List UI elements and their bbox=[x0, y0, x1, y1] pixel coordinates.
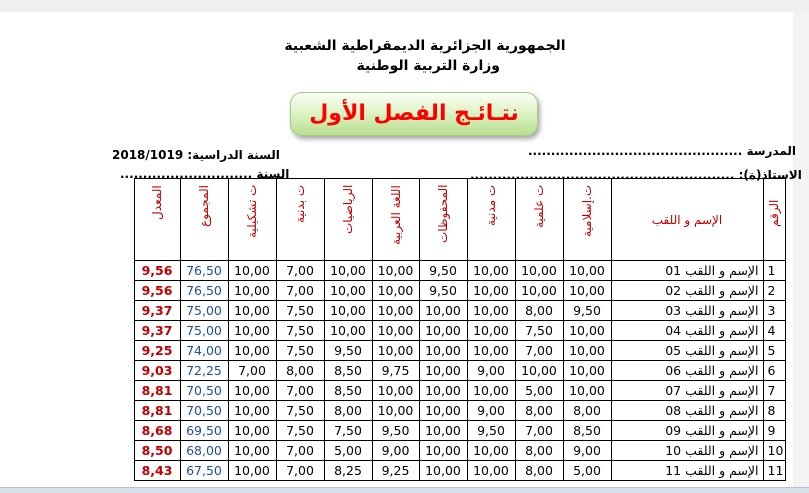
cell-physical[interactable]: 7,50 bbox=[276, 341, 324, 361]
cell-total[interactable]: 70,50 bbox=[180, 401, 228, 421]
cell-recitation[interactable]: 10,00 bbox=[419, 341, 467, 361]
cell-average[interactable]: 8,43 bbox=[134, 461, 180, 481]
col-header-physical: ت بدنية bbox=[276, 179, 324, 261]
cell-art[interactable]: 10,00 bbox=[228, 381, 276, 401]
cell-civic[interactable]: 10,00 bbox=[467, 341, 515, 361]
cell-rank[interactable]: 10 bbox=[763, 441, 785, 461]
cell-math[interactable]: 10,00 bbox=[324, 301, 372, 321]
cell-name[interactable]: الإسم و اللقب 10 bbox=[611, 441, 763, 461]
cell-average[interactable]: 9,03 bbox=[134, 361, 180, 381]
cell-science[interactable]: 8,00 bbox=[515, 301, 563, 321]
table-row[interactable] bbox=[106, 301, 785, 321]
cell-islamic[interactable]: 10,00 bbox=[563, 381, 611, 401]
cell-name[interactable]: الإسم و اللقب 11 bbox=[611, 461, 763, 481]
cell-rank[interactable]: 6 bbox=[763, 361, 785, 381]
cell-civic[interactable]: 9,00 bbox=[467, 401, 515, 421]
cell-islamic[interactable]: 9,50 bbox=[563, 301, 611, 321]
cell-average[interactable]: 8,68 bbox=[134, 421, 180, 441]
cell-arabic[interactable]: 10,00 bbox=[372, 381, 419, 401]
cell-rank[interactable]: 2 bbox=[763, 281, 785, 301]
cell-recitation[interactable]: 10,00 bbox=[419, 401, 467, 421]
teacher-label: الاستاذ(ة): bbox=[738, 168, 802, 182]
window-bottom-bar bbox=[0, 487, 809, 493]
cell-average[interactable]: 8,81 bbox=[134, 401, 180, 421]
cell-art[interactable]: 10,00 bbox=[228, 461, 276, 481]
cell-total[interactable]: 75,00 bbox=[180, 301, 228, 321]
cell-name[interactable]: الإسم و اللقب 04 bbox=[611, 321, 763, 341]
col-header-arabic: اللغة العربية bbox=[372, 179, 419, 261]
cell-name[interactable]: الإسم و اللقب 03 bbox=[611, 301, 763, 321]
cell-average[interactable]: 8,81 bbox=[134, 381, 180, 401]
cell-physical[interactable]: 7,00 bbox=[276, 441, 324, 461]
cell-civic[interactable]: 9,50 bbox=[467, 421, 515, 441]
cell-civic[interactable]: 9,00 bbox=[467, 361, 515, 381]
cell-name[interactable]: الإسم و اللقب 08 bbox=[611, 401, 763, 421]
cell-total[interactable]: 74,00 bbox=[180, 341, 228, 361]
cell-recitation[interactable]: 10,00 bbox=[419, 361, 467, 381]
cell-math[interactable]: 8,50 bbox=[324, 361, 372, 381]
cell-recitation[interactable]: 10,00 bbox=[419, 301, 467, 321]
cell-physical[interactable]: 7,00 bbox=[276, 261, 324, 281]
ministry-header: وزارة التربية الوطنية bbox=[356, 58, 500, 74]
vertical-scrollbar[interactable] bbox=[792, 12, 809, 493]
cell-physical[interactable]: 7,00 bbox=[276, 381, 324, 401]
cell-name[interactable]: الإسم و اللقب 06 bbox=[611, 361, 763, 381]
cell-average[interactable]: 9,56 bbox=[134, 261, 180, 281]
cell-math[interactable]: 10,00 bbox=[324, 281, 372, 301]
school bbox=[528, 144, 796, 158]
table-row[interactable] bbox=[106, 421, 785, 441]
cell-math[interactable]: 7,50 bbox=[324, 421, 372, 441]
cell-islamic[interactable]: 8,50 bbox=[563, 421, 611, 441]
cell-civic[interactable]: 10,00 bbox=[467, 321, 515, 341]
school-year bbox=[112, 148, 280, 162]
col-header-average: المعدل bbox=[134, 179, 180, 261]
cell-civic[interactable]: 10,00 bbox=[467, 261, 515, 281]
teacher-dots: .......................................................... bbox=[470, 168, 735, 182]
cell-total[interactable]: 70,50 bbox=[180, 381, 228, 401]
cell-art[interactable]: 10,00 bbox=[228, 401, 276, 421]
cell-art[interactable]: 10,00 bbox=[228, 301, 276, 321]
cell-name[interactable]: الإسم و اللقب 02 bbox=[611, 281, 763, 301]
cell-rank[interactable]: 5 bbox=[763, 341, 785, 361]
cell-arabic[interactable]: 10,00 bbox=[372, 261, 419, 281]
table-row[interactable] bbox=[106, 321, 785, 341]
level-dots: ............................. bbox=[120, 167, 253, 181]
cell-name[interactable]: الإسم و اللقب 05 bbox=[611, 341, 763, 361]
cell-physical[interactable]: 7,00 bbox=[276, 281, 324, 301]
cell-math[interactable]: 8,50 bbox=[324, 381, 372, 401]
table-row[interactable] bbox=[106, 461, 785, 481]
cell-civic[interactable]: 10,00 bbox=[467, 301, 515, 321]
school-year-value: 2018/1019 bbox=[112, 148, 184, 162]
table-row[interactable] bbox=[106, 401, 785, 421]
table-header-row bbox=[106, 179, 785, 261]
cell-art[interactable]: 7,00 bbox=[228, 361, 276, 381]
cell-recitation[interactable]: 9,50 bbox=[419, 261, 467, 281]
cell-recitation[interactable]: 10,00 bbox=[419, 381, 467, 401]
table-row[interactable] bbox=[106, 441, 785, 461]
cell-science[interactable]: 7,50 bbox=[515, 321, 563, 341]
cell-arabic[interactable]: 9,25 bbox=[372, 461, 419, 481]
cell-total[interactable]: 76,50 bbox=[180, 281, 228, 301]
table-row[interactable] bbox=[106, 381, 785, 401]
cell-name[interactable]: الإسم و اللقب 01 bbox=[611, 261, 763, 281]
school-year-label: السنة الدراسية: bbox=[187, 148, 280, 162]
cell-arabic[interactable]: 9,00 bbox=[372, 441, 419, 461]
cell-physical[interactable]: 7,50 bbox=[276, 421, 324, 441]
cell-math[interactable]: 10,00 bbox=[324, 261, 372, 281]
cell-art[interactable]: 10,00 bbox=[228, 281, 276, 301]
cell-total[interactable]: 75,00 bbox=[180, 321, 228, 341]
cell-arabic[interactable]: 9,75 bbox=[372, 361, 419, 381]
cell-rank[interactable]: 9 bbox=[763, 421, 785, 441]
cell-art[interactable]: 10,00 bbox=[228, 261, 276, 281]
col-header-rank: الرقم bbox=[763, 179, 785, 261]
cell-total[interactable]: 72,25 bbox=[180, 361, 228, 381]
cell-math[interactable]: 5,00 bbox=[324, 441, 372, 461]
cell-recitation[interactable]: 10,00 bbox=[419, 461, 467, 481]
cell-islamic[interactable]: 10,00 bbox=[563, 281, 611, 301]
cell-art[interactable]: 10,00 bbox=[228, 421, 276, 441]
cell-science[interactable]: 8,00 bbox=[515, 461, 563, 481]
cell-average[interactable]: 9,25 bbox=[134, 341, 180, 361]
col-header-total: المجموع bbox=[180, 179, 228, 261]
cell-physical[interactable]: 7,00 bbox=[276, 461, 324, 481]
cell-math[interactable]: 9,50 bbox=[324, 341, 372, 361]
cell-rank[interactable]: 7 bbox=[763, 381, 785, 401]
cell-recitation[interactable]: 10,00 bbox=[419, 441, 467, 461]
cell-arabic[interactable]: 10,00 bbox=[372, 341, 419, 361]
cell-total[interactable]: 69,50 bbox=[180, 421, 228, 441]
cell-physical[interactable]: 7,50 bbox=[276, 321, 324, 341]
col-header-math: الرياضيات bbox=[324, 179, 372, 261]
cell-art[interactable]: 10,00 bbox=[228, 441, 276, 461]
republic-header: الجمهورية الجزائرية الديمقراطية الشعبية bbox=[284, 38, 566, 54]
table-row[interactable] bbox=[106, 361, 785, 381]
cell-islamic[interactable]: 10,00 bbox=[563, 321, 611, 341]
cell-islamic[interactable]: 10,00 bbox=[563, 361, 611, 381]
cell-physical[interactable]: 8,00 bbox=[276, 361, 324, 381]
cell-total[interactable]: 67,50 bbox=[180, 461, 228, 481]
cell-physical[interactable]: 7,50 bbox=[276, 301, 324, 321]
col-header-civic: ت مدنية bbox=[467, 179, 515, 261]
cell-civic[interactable]: 10,00 bbox=[467, 281, 515, 301]
cell-total[interactable]: 68,00 bbox=[180, 441, 228, 461]
cell-science[interactable]: 8,00 bbox=[515, 441, 563, 461]
cell-islamic[interactable]: 9,00 bbox=[563, 441, 611, 461]
cell-rank[interactable]: 1 bbox=[763, 261, 785, 281]
cell-science[interactable]: 7,00 bbox=[515, 341, 563, 361]
cell-science[interactable]: 5,00 bbox=[515, 381, 563, 401]
cell-rank[interactable]: 3 bbox=[763, 301, 785, 321]
cell-art[interactable]: 10,00 bbox=[228, 321, 276, 341]
cell-civic[interactable]: 10,00 bbox=[467, 461, 515, 481]
cell-rank[interactable]: 8 bbox=[763, 401, 785, 421]
cell-name[interactable]: الإسم و اللقب 07 bbox=[611, 381, 763, 401]
table-row[interactable] bbox=[106, 281, 785, 301]
cell-arabic[interactable]: 10,00 bbox=[372, 401, 419, 421]
cell-average[interactable]: 9,56 bbox=[134, 281, 180, 301]
cell-civic[interactable]: 10,00 bbox=[467, 441, 515, 461]
school-dots: ............................................... bbox=[528, 144, 743, 158]
cell-islamic[interactable]: 10,00 bbox=[563, 261, 611, 281]
cell-total[interactable]: 76,50 bbox=[180, 261, 228, 281]
cell-average[interactable]: 8,50 bbox=[134, 441, 180, 461]
col-header-recitation: المحفوظات bbox=[419, 179, 467, 261]
cell-arabic[interactable]: 9,50 bbox=[372, 421, 419, 441]
level-label: السنة bbox=[256, 167, 290, 181]
table-row[interactable] bbox=[106, 261, 785, 281]
cell-physical[interactable]: 7,50 bbox=[276, 401, 324, 421]
cell-science[interactable]: 10,00 bbox=[515, 361, 563, 381]
school-label: المدرسة bbox=[746, 144, 797, 158]
col-header-science: ت علمية bbox=[515, 179, 563, 261]
cell-rank[interactable]: 11 bbox=[763, 461, 785, 481]
cell-average[interactable]: 9,37 bbox=[134, 321, 180, 341]
cell-science[interactable]: 10,00 bbox=[515, 281, 563, 301]
cell-arabic[interactable]: 10,00 bbox=[372, 281, 419, 301]
cell-arabic[interactable]: 10,00 bbox=[372, 301, 419, 321]
cell-math[interactable]: 10,00 bbox=[324, 321, 372, 341]
cell-math[interactable]: 8,00 bbox=[324, 401, 372, 421]
col-header-name: الإسم و اللقب bbox=[611, 179, 763, 261]
col-header-islamic: ت.إسلامية bbox=[563, 179, 611, 261]
cell-islamic[interactable]: 8,00 bbox=[563, 401, 611, 421]
cell-science[interactable]: 10,00 bbox=[515, 261, 563, 281]
cell-science[interactable]: 8,00 bbox=[515, 401, 563, 421]
cell-science[interactable]: 7,00 bbox=[515, 421, 563, 441]
cell-name[interactable]: الإسم و اللقب 09 bbox=[611, 421, 763, 441]
cell-rank[interactable]: 4 bbox=[763, 321, 785, 341]
table-row[interactable] bbox=[106, 341, 785, 361]
col-header-art: ت تشكيلية bbox=[228, 179, 276, 261]
results-table bbox=[106, 178, 786, 481]
cell-islamic[interactable]: 10,00 bbox=[563, 341, 611, 361]
cell-art[interactable]: 10,00 bbox=[228, 341, 276, 361]
cell-recitation[interactable]: 10,00 bbox=[419, 421, 467, 441]
results-title: نتـائـج الفصل الأول bbox=[290, 92, 538, 136]
cell-civic[interactable]: 10,00 bbox=[467, 381, 515, 401]
cell-islamic[interactable]: 5,00 bbox=[563, 461, 611, 481]
cell-recitation[interactable]: 9,50 bbox=[419, 281, 467, 301]
cell-recitation[interactable]: 10,00 bbox=[419, 321, 467, 341]
cell-average[interactable]: 9,37 bbox=[134, 301, 180, 321]
cell-arabic[interactable]: 10,00 bbox=[372, 321, 419, 341]
cell-math[interactable]: 8,25 bbox=[324, 461, 372, 481]
